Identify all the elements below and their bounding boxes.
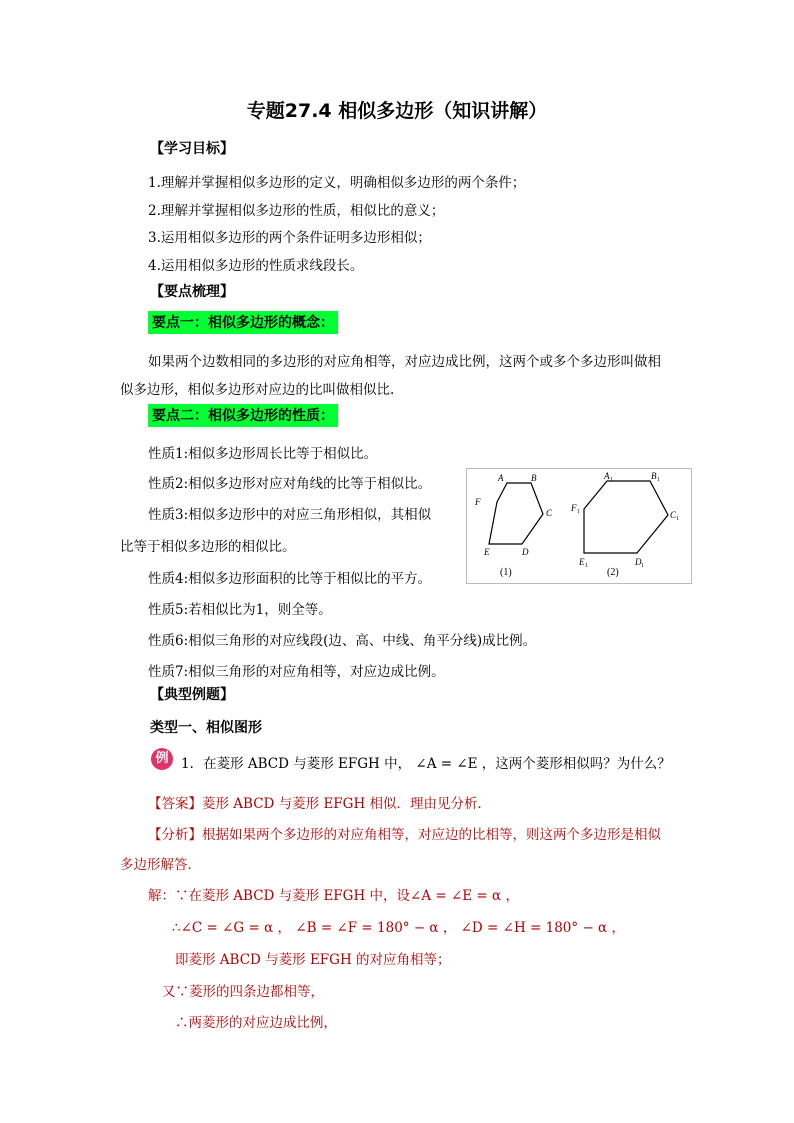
property-item: 性质3:相似多边形中的对应三角形相似，其相似 (148, 507, 432, 523)
property-item: 性质2:相似多边形对应对角线的比等于相似比。 (148, 476, 432, 492)
hex1-label-e: E (484, 547, 490, 557)
hex2-subscript: 1 (641, 563, 644, 569)
hexagon-figure-svg (467, 469, 691, 583)
hexagon-2 (584, 481, 668, 553)
point2-title: 要点二：相似多边形的性质： (148, 404, 338, 427)
points-header: 【要点梳理】 (150, 284, 234, 300)
hex2-label-b: B (651, 471, 657, 481)
solution-line: 又∵菱形的四条边都相等， (162, 984, 324, 1000)
example-question: 1．在菱形 ABCD 与菱形 EFGH 中， ∠A = ∠E ，这两个菱形相似吗？为什么？ (181, 756, 671, 772)
hex2-label-c: C (670, 510, 677, 520)
property-item: 性质5:若相似比为1，则全等。 (148, 602, 332, 618)
analysis-tag: 【分析】 (148, 827, 202, 843)
goal-item: 4.运用相似多边形的性质求线段长。 (148, 258, 364, 274)
answer-tag: 【答案】 (148, 796, 202, 812)
solution-line: ∴两菱形的对应边成比例， (175, 1015, 337, 1031)
answer-text: 菱形 ABCD 与菱形 EFGH 相似．理由见分析． (202, 796, 492, 812)
hex1-label-c: C (546, 508, 553, 518)
hex2-subscript: 1 (676, 516, 679, 522)
analysis-text: 多边形解答． (120, 857, 201, 873)
hex2-subscript: 1 (585, 563, 588, 569)
point1-title: 要点一：相似多边形的概念： (148, 311, 338, 334)
solution-line: 解：∵在菱形 ABCD 与菱形 EFGH 中，设∠A = ∠E = α ， (148, 888, 519, 904)
point1-text: 似多边形，相似多边形对应边的比叫做相似比. (120, 382, 395, 398)
goal-item: 1.理解并掌握相似多边形的定义，明确相似多边形的两个条件； (148, 175, 526, 191)
hex2-label-d: D (635, 557, 642, 567)
hex2-label-a: A (604, 471, 610, 481)
hex1-label-b: B (531, 473, 537, 483)
hexagon-1 (489, 483, 543, 544)
property-item: 性质6:相似三角形的对应线段(边、高、中线、角平分线)成比例。 (148, 633, 537, 649)
property-item: 性质4:相似多边形面积的比等于相似比的平方。 (148, 571, 432, 587)
hex1-label-d: D (522, 547, 529, 557)
solution-line: 即菱形 ABCD 与菱形 EFGH 的对应角相等； (175, 952, 451, 968)
caption-1: (1) (500, 567, 512, 578)
analysis-line (148, 823, 661, 843)
hex2-label-f: F (571, 503, 577, 513)
point1-text: 如果两个边数相同的多边形的对应角相等，对应边成比例，这两个或多个多边形叫做相 (148, 354, 661, 370)
analysis-text: 根据如果两个多边形的对应角相等，对应边的比相等，则这两个多边形是相似 (202, 827, 661, 843)
hex1-label-f: F (475, 497, 481, 507)
hexagon-figure (466, 468, 692, 584)
property-item: 性质7:相似三角形的对应角相等，对应边成比例。 (148, 664, 445, 680)
hex1-label-a: A (498, 473, 504, 483)
goal-item: 3.运用相似多边形的两个条件证明多边形相似； (148, 230, 431, 246)
caption-2: (2) (607, 567, 619, 578)
goal-item: 2.理解并掌握相似多边形的性质，相似比的意义； (148, 203, 445, 219)
hex2-subscript: 1 (657, 477, 660, 483)
goals-header: 【学习目标】 (150, 141, 234, 157)
property-item: 比等于相似多边形的相似比。 (120, 539, 296, 555)
examples-header: 【典型例题】 (150, 687, 234, 703)
hex2-subscript: 1 (610, 477, 613, 483)
property-item: 性质1:相似多边形周长比等于相似比。 (148, 446, 378, 462)
example-badge: 例 (151, 748, 173, 770)
solution-line: ∴∠C = ∠G = α ， ∠B = ∠F = 180° − α ， ∠D = ∠H = 180° − α ， (172, 920, 625, 936)
answer-line (148, 792, 491, 812)
type1-heading: 类型一、相似图形 (150, 720, 262, 736)
hex2-label-e: E (579, 557, 585, 567)
page-title: 专题27.4 相似多边形（知识讲解） (246, 100, 548, 122)
hex2-subscript: 1 (577, 509, 580, 515)
